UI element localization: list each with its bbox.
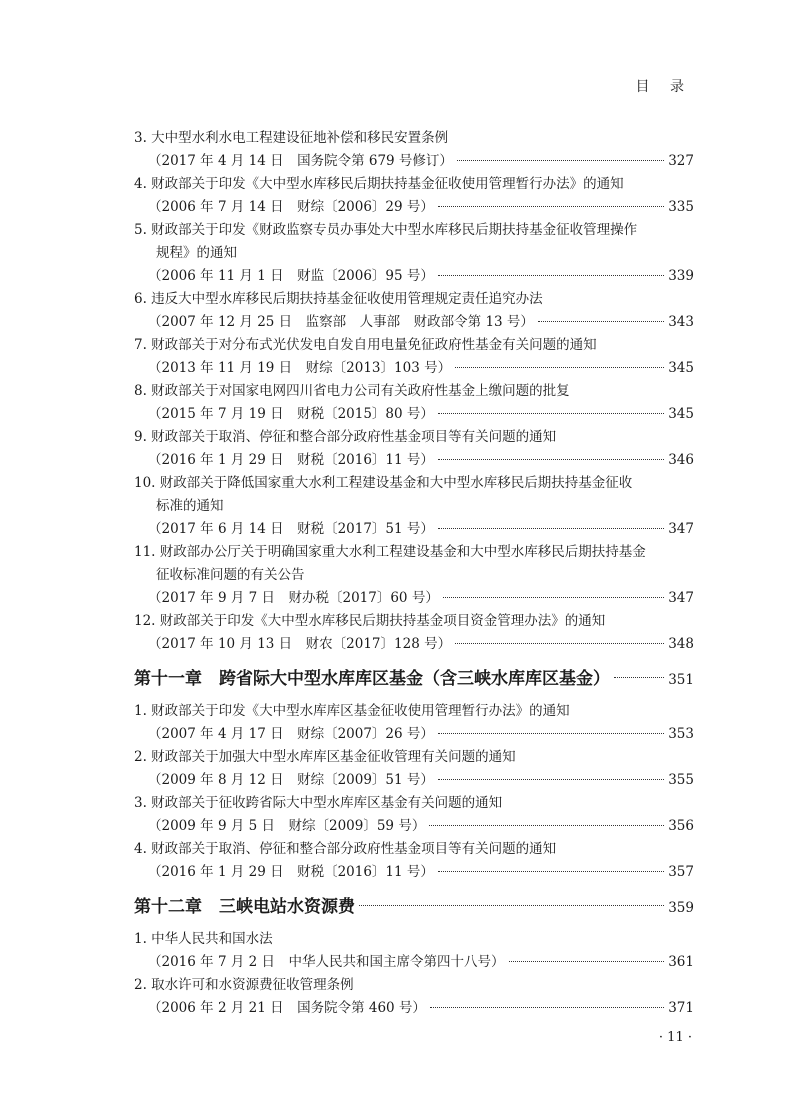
entry-page-number: 335 (668, 199, 694, 215)
entry-page-number: 371 (668, 1000, 694, 1016)
entry-source-line (134, 196, 694, 219)
entry-source-line (134, 997, 694, 1020)
entry-title-line: 2. 财政部关于加强大中型水库库区基金征收管理有关问题的通知 (134, 749, 516, 765)
chapter-page-number: 359 (668, 900, 694, 916)
entry-title-line: 征收标准问题的有关公告 (156, 567, 305, 583)
entry-source: （2016 年 7 月 2 日 中华人民共和国主席令第四十八号） (148, 954, 505, 970)
toc-entry[interactable] (134, 219, 694, 288)
entry-source-line (134, 861, 694, 884)
dot-leader (509, 961, 665, 962)
entry-title-line: 9. 财政部关于取消、停征和整合部分政府性基金项目等有关问题的通知 (134, 429, 557, 445)
toc-entry[interactable] (134, 173, 694, 219)
chapter-heading[interactable] (134, 890, 694, 924)
entry-page-number: 327 (668, 153, 694, 169)
entry-source-line (134, 311, 694, 334)
entry-page-number: 357 (668, 864, 694, 880)
entry-source: （2006 年 2 月 21 日 国务院令第 460 号） (148, 1000, 426, 1016)
entry-title-line: 8. 财政部关于对国家电网四川省电力公司有关政府性基金上缴问题的批复 (134, 383, 570, 399)
entry-page-number: 347 (668, 521, 694, 537)
entry-source-line (134, 723, 694, 746)
dot-leader (455, 643, 664, 644)
entry-source-line (134, 357, 694, 380)
entry-title-line: 12. 财政部关于印发《大中型水库移民后期扶持基金项目资金管理办法》的通知 (134, 613, 606, 629)
dot-leader (438, 413, 664, 414)
entry-source: （2017 年 6 月 14 日 财税〔2017〕51 号） (148, 521, 434, 537)
toc-entry[interactable] (134, 426, 694, 472)
toc-entry[interactable] (134, 334, 694, 380)
entry-source-line (134, 265, 694, 288)
entry-title-line: 3. 财政部关于征收跨省际大中型水库库区基金有关问题的通知 (134, 795, 503, 811)
toc-entry[interactable] (134, 838, 694, 884)
entry-source: （2017 年 9 月 7 日 财办税〔2017〕60 号） (148, 590, 439, 606)
chapter-title: 第十一章 跨省际大中型水库库区基金（含三峡水库库区基金） (134, 669, 610, 689)
toc-entry[interactable] (134, 792, 694, 838)
entry-title-line: 1. 财政部关于印发《大中型水库库区基金征收使用管理暂行办法》的通知 (134, 703, 570, 719)
entry-page-number: 361 (668, 954, 694, 970)
entry-source: （2017 年 10 月 13 日 财农〔2017〕128 号） (148, 636, 452, 652)
entry-source: （2006 年 11 月 1 日 财监〔2006〕95 号） (148, 268, 434, 284)
entry-source-line (134, 587, 694, 610)
entry-title-line: 标准的通知 (156, 498, 224, 514)
entry-source: （2016 年 1 月 29 日 财税〔2016〕11 号） (148, 864, 434, 880)
entry-title-line: 10. 财政部关于降低国家重大水利工程建设基金和大中型水库移民后期扶持基金征收 (134, 475, 633, 491)
chapter-heading[interactable] (134, 662, 694, 696)
entry-title-line: 2. 取水许可和水资源费征收管理条例 (134, 977, 354, 993)
entry-source-line (134, 403, 694, 426)
entry-source-line (134, 449, 694, 472)
entry-title-line: 规程》的通知 (156, 245, 237, 261)
toc-entry[interactable] (134, 746, 694, 792)
entry-source: （2006 年 7 月 14 日 财综〔2006〕29 号） (148, 199, 434, 215)
chapter-page-number: 351 (668, 672, 694, 688)
entry-title-line: 3. 大中型水利水电工程建设征地补偿和移民安置条例 (134, 130, 449, 146)
dot-leader (438, 459, 664, 460)
dot-leader (614, 677, 664, 678)
toc-entry[interactable] (134, 472, 694, 541)
entry-source-line (134, 633, 694, 656)
toc-entry[interactable] (134, 700, 694, 746)
entry-title-line: 11. 财政部办公厅关于明确国家重大水利工程建设基金和大中型水库移民后期扶持基金 (134, 544, 646, 560)
entry-page-number: 345 (668, 406, 694, 422)
entry-source: （2007 年 12 月 25 日 监察部 人事部 财政部令第 13 号） (148, 314, 534, 330)
toc-entry[interactable] (134, 127, 694, 173)
toc-entry[interactable] (134, 974, 694, 1020)
dot-leader (429, 825, 664, 826)
entry-source: （2009 年 8 月 12 日 财综〔2009〕51 号） (148, 772, 434, 788)
dot-leader (538, 321, 664, 322)
entry-source-line (134, 150, 694, 173)
entry-page-number: 355 (668, 772, 694, 788)
entry-page-number: 343 (668, 314, 694, 330)
dot-leader (455, 367, 664, 368)
page-number: · 11 · (658, 1030, 692, 1045)
entry-page-number: 347 (668, 590, 694, 606)
entry-title-line: 5. 财政部关于印发《财政监察专员办事处大中型水库移民后期扶持基金征收管理操作 (134, 222, 638, 238)
entry-page-number: 356 (668, 818, 694, 834)
entry-title-line: 4. 财政部关于印发《大中型水库移民后期扶持基金征收使用管理暂行办法》的通知 (134, 176, 624, 192)
entry-source-line (134, 769, 694, 792)
dot-leader (430, 1007, 664, 1008)
dot-leader (359, 905, 664, 906)
toc-entry[interactable] (134, 610, 694, 656)
entry-source: （2016 年 1 月 29 日 财税〔2016〕11 号） (148, 452, 434, 468)
dot-leader (438, 733, 664, 734)
dot-leader (438, 779, 664, 780)
entry-source: （2007 年 4 月 17 日 财综〔2007〕26 号） (148, 726, 434, 742)
entry-source: （2009 年 9 月 5 日 财综〔2009〕59 号） (148, 818, 426, 834)
running-header: 目 录 (635, 79, 692, 95)
dot-leader (438, 206, 664, 207)
entry-title-line: 1. 中华人民共和国水法 (134, 931, 273, 947)
entry-source-line (134, 518, 694, 541)
dot-leader (438, 275, 664, 276)
entry-source-line (134, 815, 694, 838)
entry-page-number: 348 (668, 636, 694, 652)
dot-leader (438, 871, 664, 872)
entry-page-number: 339 (668, 268, 694, 284)
dot-leader (443, 597, 664, 598)
entry-source-line (134, 951, 694, 974)
dot-leader (438, 528, 664, 529)
entry-page-number: 346 (668, 452, 694, 468)
entry-title-line: 7. 财政部关于对分布式光伏发电自发自用电量免征政府性基金有关问题的通知 (134, 337, 597, 353)
toc-entry[interactable] (134, 928, 694, 974)
entry-page-number: 345 (668, 360, 694, 376)
toc-entry[interactable] (134, 541, 694, 610)
table-of-contents (134, 127, 694, 1020)
entry-title-line: 4. 财政部关于取消、停征和整合部分政府性基金项目等有关问题的通知 (134, 841, 557, 857)
chapter-title: 第十二章 三峡电站水资源费 (134, 897, 355, 917)
dot-leader (457, 160, 664, 161)
entry-source: （2015 年 7 月 19 日 财税〔2015〕80 号） (148, 406, 434, 422)
entry-page-number: 353 (668, 726, 694, 742)
entry-source: （2013 年 11 月 19 日 财综〔2013〕103 号） (148, 360, 452, 376)
toc-entry[interactable] (134, 288, 694, 334)
entry-title-line: 6. 违反大中型水库移民后期扶持基金征收使用管理规定责任追究办法 (134, 291, 543, 307)
entry-source: （2017 年 4 月 14 日 国务院令第 679 号修订） (148, 153, 453, 169)
toc-entry[interactable] (134, 380, 694, 426)
